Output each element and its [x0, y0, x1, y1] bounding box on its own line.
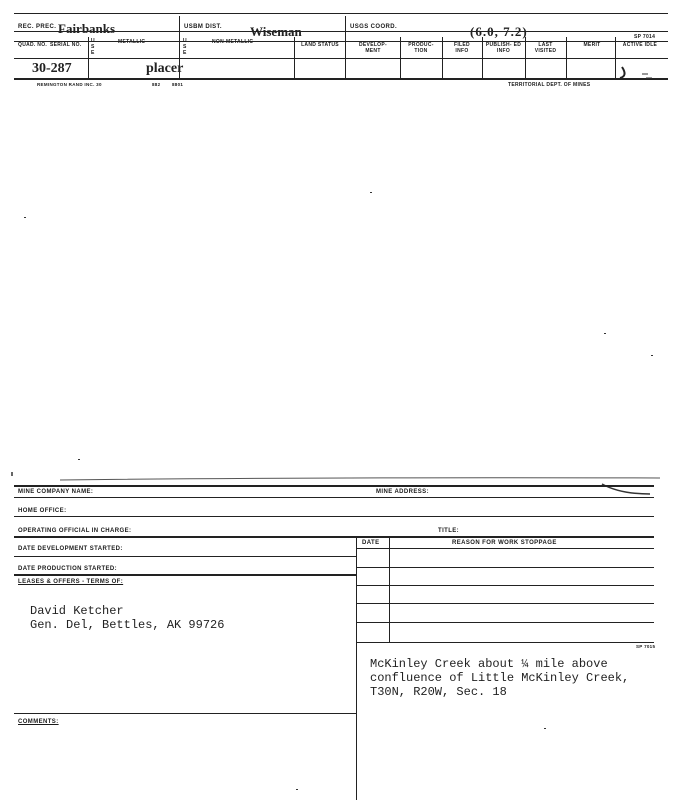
rule [14, 516, 654, 517]
serial-no-header: SERIAL NO. [50, 42, 82, 48]
top-card-top-rule [14, 13, 668, 14]
active-idle-mark-icon [618, 64, 658, 82]
speck [370, 192, 372, 193]
rule [356, 567, 654, 568]
rule [356, 642, 654, 643]
u-s-e-header-2: U S E [183, 38, 187, 56]
land-status-header: LAND STATUS [301, 42, 339, 48]
date-development-label: DATE DEVELOPMENT STARTED: [18, 546, 123, 552]
usbm-dist-value: Wiseman [250, 24, 302, 39]
dept-label: TERRITORIAL DEPT. OF MINES [508, 82, 591, 88]
bottom-top-rule [14, 485, 654, 487]
home-office-label: HOME OFFICE: [18, 508, 67, 514]
data-row-rule [14, 78, 668, 80]
metallic-value: placer [146, 61, 184, 76]
printer-code-2: 8801 [172, 82, 184, 87]
rec-prec-value: Fairbanks [58, 21, 116, 36]
active-idle-header: ACTIVE IDLE [622, 42, 658, 48]
usbm-dist-label: USBM DIST. [184, 24, 223, 30]
non-metallic-header: NON-METALLIC [212, 39, 254, 45]
lessee-address: Gen. Del, Bettles, AK 99726 [30, 618, 225, 632]
title-label: TITLE: [438, 528, 460, 534]
date-column-header: DATE [362, 540, 380, 546]
col-divider [566, 37, 567, 78]
col-divider [615, 37, 616, 78]
quad-no-header: QUAD. NO. [18, 42, 48, 48]
col-divider [482, 37, 483, 78]
lessee-name: David Ketcher [30, 604, 124, 618]
col-divider [88, 37, 89, 78]
date-production-label: DATE PRODUCTION STARTED: [18, 566, 118, 572]
speck [544, 728, 546, 729]
speck [651, 355, 653, 356]
rule [14, 536, 654, 538]
leases-label: LEASES & OFFERS - TERMS OF: [18, 579, 124, 585]
rec-prec-label: REC. PREC. [18, 24, 57, 30]
mine-address-label: MINE ADDRESS: [376, 489, 429, 495]
location-line-1: McKinley Creek about ¼ mile above [370, 657, 608, 671]
reason-header: REASON FOR WORK STOPPAGE [452, 540, 557, 546]
quad-value: 30-287 [32, 61, 72, 76]
development-header: DEVELOP- MENT [359, 42, 387, 54]
column-header-rule [14, 58, 668, 59]
rule [14, 713, 356, 714]
form-number: SP 7014 [634, 34, 656, 40]
location-line-3: T30N, R20W, Sec. 18 [370, 685, 507, 699]
rule [356, 603, 654, 604]
usgs-coord-value: (6.0, 7.2) [470, 24, 528, 39]
mine-company-label: MINE COMPANY NAME: [18, 489, 94, 495]
col-divider [356, 536, 357, 800]
production-header: PRODUC- TION [408, 42, 434, 54]
col-divider [389, 536, 390, 642]
operating-official-label: OPERATING OFFICIAL IN CHARGE: [18, 528, 132, 534]
rule [356, 622, 654, 623]
rule [14, 574, 356, 576]
u-s-e-header: U S E [91, 38, 95, 56]
filed-info-header: FILED INFO [454, 42, 470, 54]
speck [604, 333, 606, 334]
usgs-coord-label: USGS COORD. [350, 24, 398, 30]
speck [24, 217, 26, 218]
rule [356, 585, 654, 586]
last-visited-header: LAST VISITED [534, 42, 557, 54]
rule [14, 556, 356, 557]
location-line-2: confluence of Little McKinley Creek, [370, 671, 630, 685]
header-row-rule-2 [14, 41, 668, 42]
rule [356, 548, 654, 549]
metallic-header: METALLIC [118, 39, 146, 45]
col-divider [294, 37, 295, 78]
published-info-header: PUBLISH- ED INFO [485, 42, 522, 54]
form-number-2: SP 7015 [636, 644, 656, 649]
speck [78, 459, 80, 460]
col-divider [442, 37, 443, 78]
comments-label: COMMENTS: [18, 719, 59, 725]
speck [296, 789, 298, 790]
printer-code-1: 882 [152, 82, 161, 87]
merit-header: MERIT [583, 42, 601, 48]
col-divider [525, 37, 526, 78]
printer-note: REMINGTON RAND INC. 30 [37, 82, 102, 87]
rule [14, 497, 654, 498]
col-divider [400, 37, 401, 78]
col-divider [345, 16, 346, 78]
